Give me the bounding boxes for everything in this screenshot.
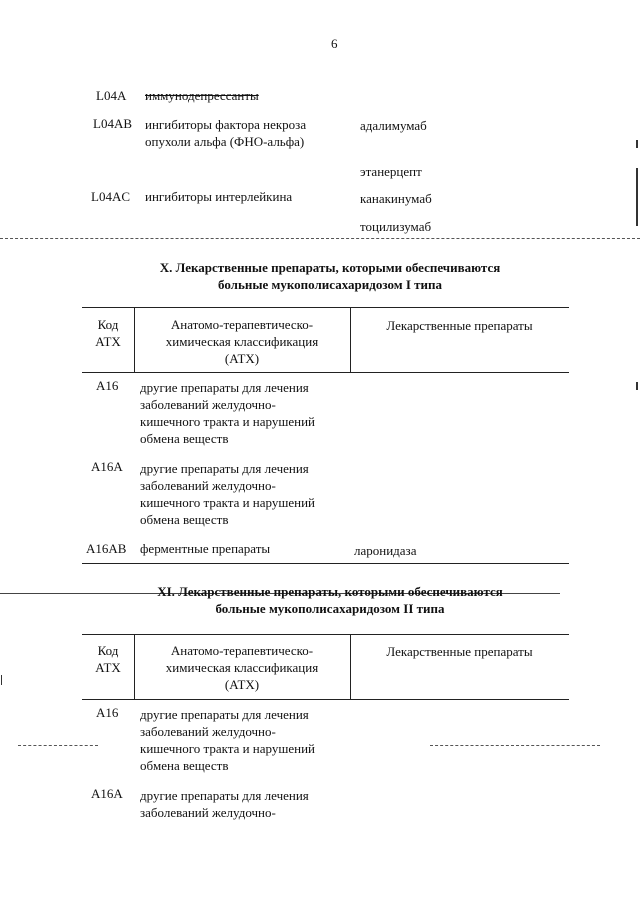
code-l04ab: L04AB: [93, 116, 132, 131]
table1-row1-code: A16: [96, 378, 119, 393]
code-l04a: L04A: [96, 88, 127, 103]
table2-header-drugs: Лекарственные препараты: [386, 644, 533, 659]
code-l04ac: L04AC: [91, 189, 130, 204]
scan-artifact-line: [0, 238, 640, 240]
table1-row2-code: A16A: [91, 459, 123, 474]
table1-bottom-border: [82, 563, 569, 564]
scan-edge-mark-4: [1, 675, 2, 685]
table1-header-code: Код АТХ: [95, 317, 121, 349]
section-xi-title: XI. Лекарственные препараты, которыми обеспечиваются больные мукополисахаридозом II типа: [157, 584, 503, 616]
drug-canakinumab: канакинумаб: [360, 191, 432, 206]
scan-artifact-left: [18, 745, 98, 747]
table2-header-bottom: [82, 699, 569, 700]
table1-row1-name: другие препараты для лечения заболеваний желудочно- кишечного тракта и нарушений обмена веществ: [140, 380, 316, 446]
scan-edge-mark-2: [636, 168, 638, 226]
table1-row3-code: A16AB: [86, 541, 127, 556]
table1-vline-2: [350, 307, 351, 372]
table2-row1-name: другие препараты для лечения заболеваний желудочно- кишечного тракта и нарушений обмена веществ: [140, 707, 316, 773]
scan-edge-mark-3: [636, 382, 638, 390]
table2-row1-code: A16: [96, 705, 119, 720]
table1-header-bottom: [82, 372, 569, 373]
table2-row2-name: другие препараты для лечения заболеваний желудочно-: [140, 788, 309, 820]
table1-row2-name: другие препараты для лечения заболеваний желудочно- кишечного тракта и нарушений обмена веществ: [140, 461, 316, 527]
drug-etanercept: этанерцепт: [360, 164, 422, 179]
scan-artifact-right: [430, 745, 600, 747]
table2-top-border: [82, 634, 569, 635]
table2-header-atx: Анатомо-терапевтическо- химическая классификация (АТХ): [165, 643, 319, 692]
page-number: 6: [331, 36, 338, 51]
scan-edge-mark-1: [636, 140, 638, 148]
drug-adalimumab: адалимумаб: [360, 118, 427, 133]
table1-row3-drug: ларонидаза: [354, 543, 417, 558]
table1-header-drugs: Лекарственные препараты: [386, 318, 533, 333]
section-x-title: X. Лекарственные препараты, которыми обеспечиваются больные мукополисахаридозом I типа: [159, 260, 501, 292]
table1-top-border: [82, 307, 569, 308]
table2-header-code: Код АТХ: [95, 643, 121, 675]
drug-tocilizumab: тоцилизумаб: [360, 219, 432, 234]
name-l04a: иммунодепрессанты: [145, 88, 259, 103]
table2-row2-code: A16A: [91, 786, 123, 801]
table1-row3-name: ферментные препараты: [140, 541, 271, 556]
name-l04ac: ингибиторы интерлейкина: [145, 189, 293, 204]
table1-header-atx: Анатомо-терапевтическо- химическая классификация (АТХ): [165, 317, 319, 366]
name-l04ab: ингибиторы фактора некроза опухоли альфа (ФНО-альфа): [145, 117, 307, 149]
